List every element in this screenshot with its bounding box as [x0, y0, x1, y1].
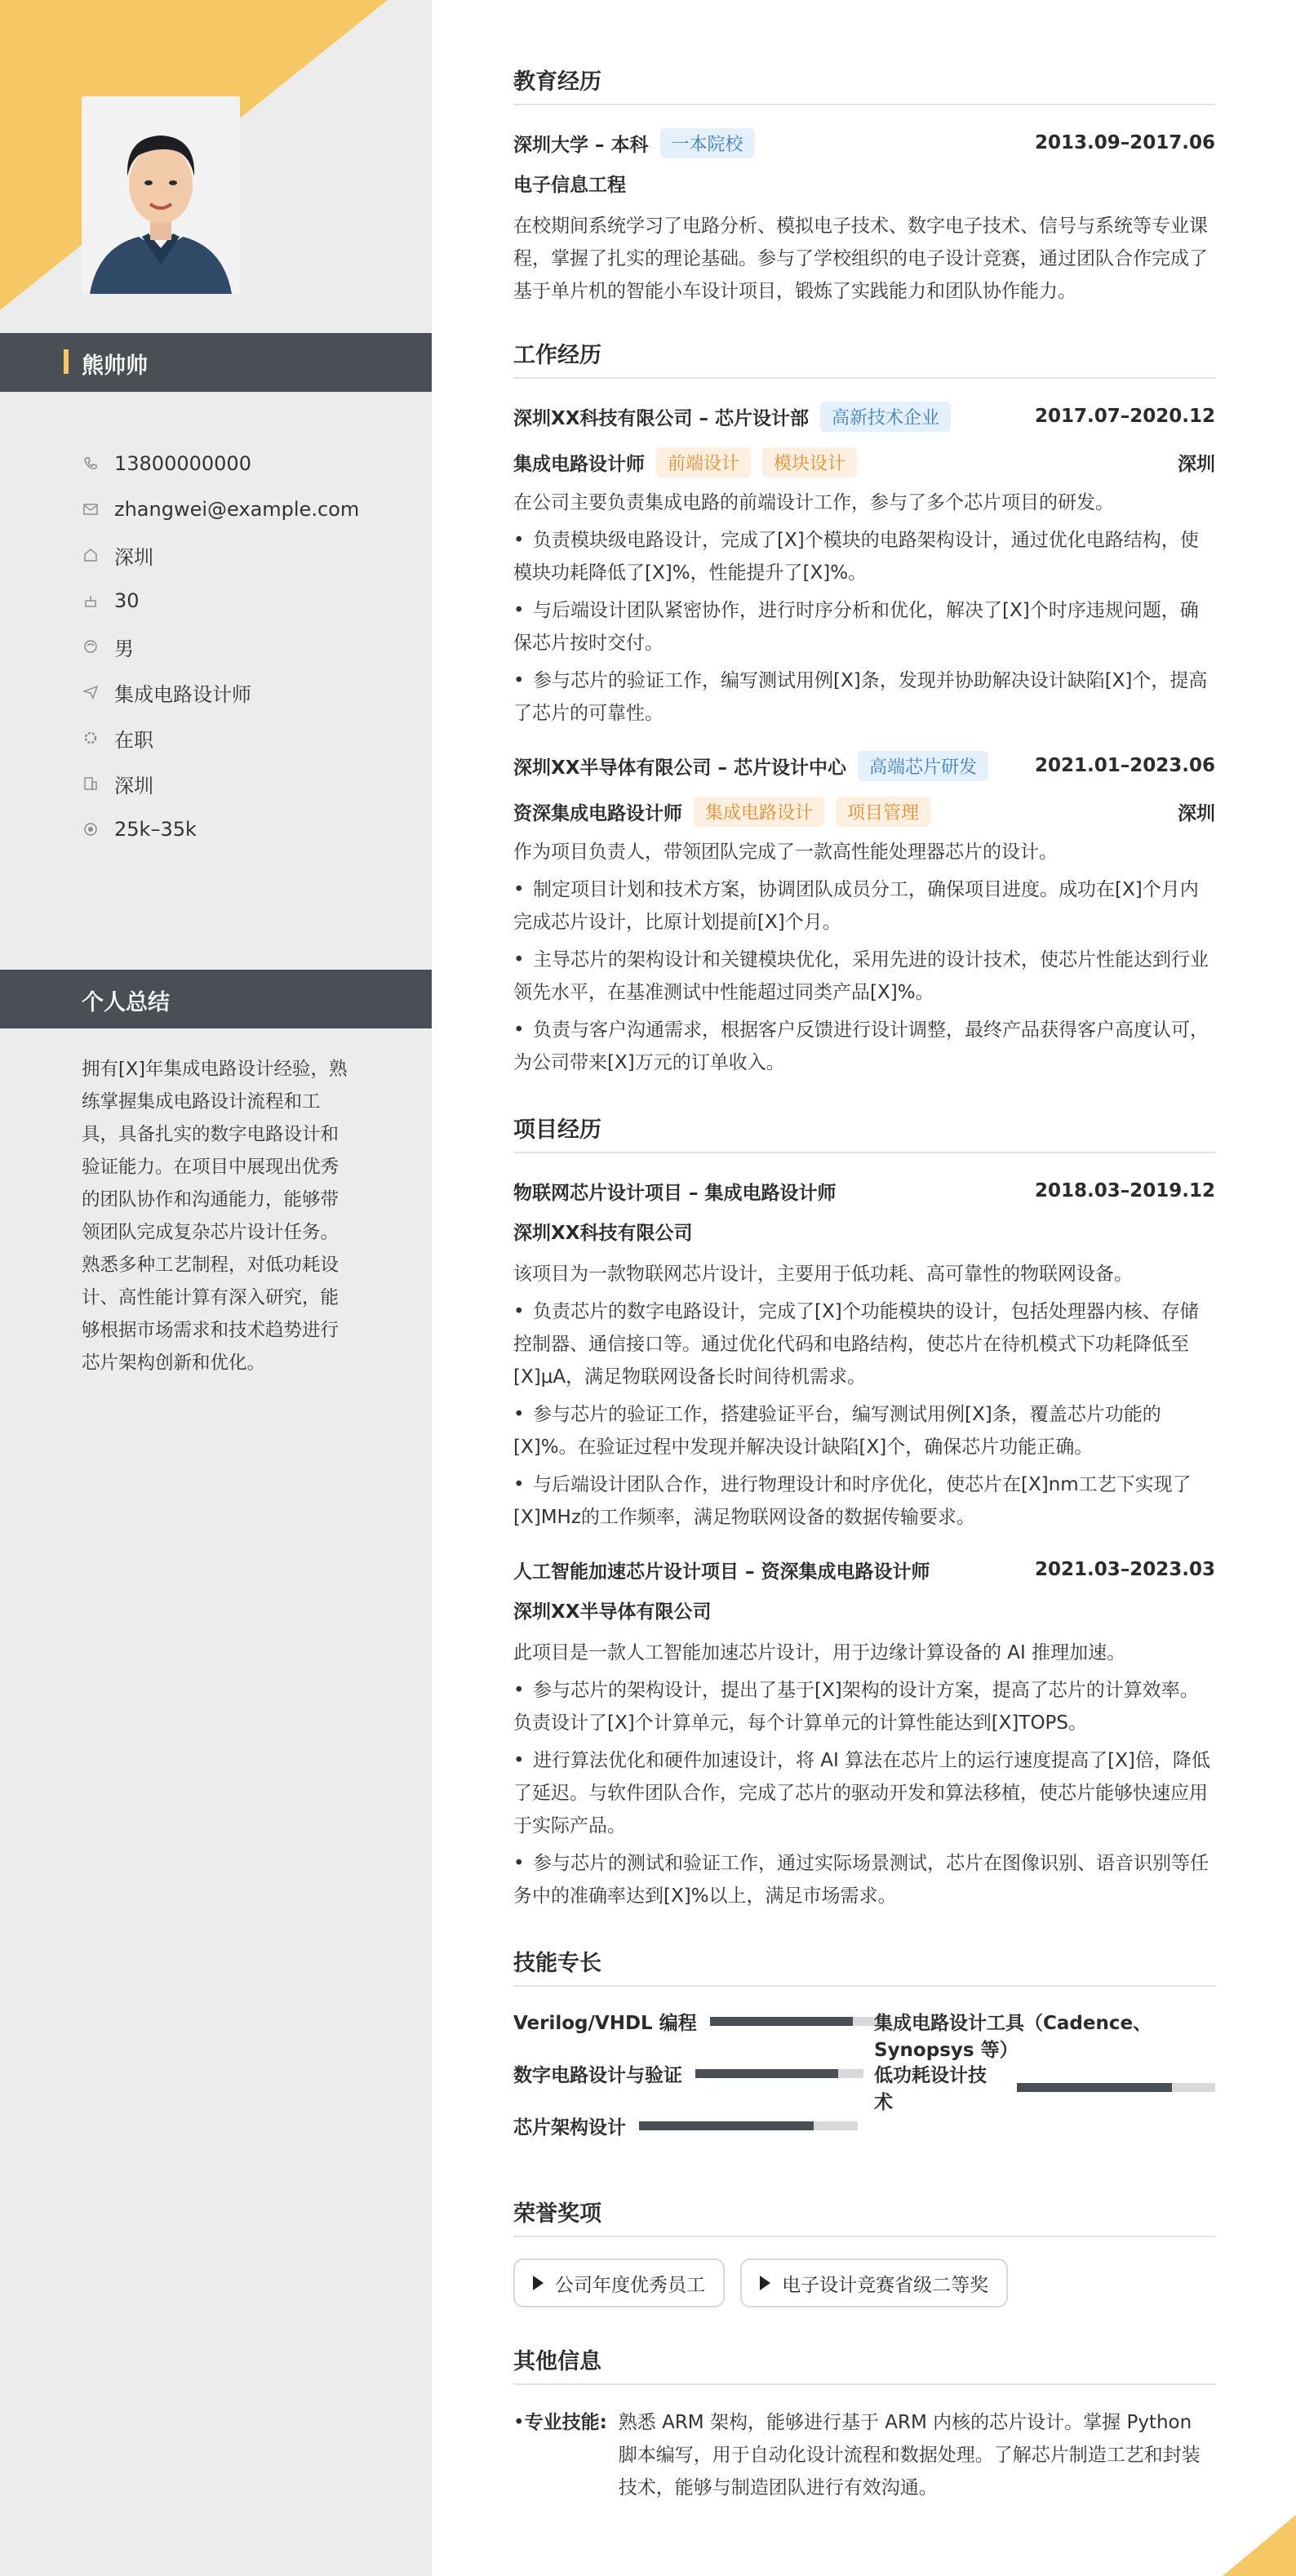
skill-bar	[710, 2017, 878, 2026]
list-item: • 主导芯片的架构设计和关键模块优化，采用先进的设计技术，使芯片性能达到行业领先水平，在基准测试中性能超过同类产品[X]%。	[513, 949, 1209, 1003]
summary-text: 拥有[X]年集成电路设计经验，熟练掌握集成电路设计流程和工具，具备扎实的数字电路设计和验证能力。在项目中展现出优秀的团队协作和沟通能力，能够带领团队完成复杂芯片设计任务。熟悉多种工艺制程，对低功耗设计、高性能计算有深入研究，能够根据市场需求和技术趋势进行芯片架构创新和优化。	[82, 1059, 348, 1374]
mail-icon	[82, 500, 100, 518]
company-tag: 高新技术企业	[820, 402, 951, 432]
work-date: 2017.07–2020.12	[1034, 406, 1215, 427]
skill-bar	[695, 2069, 863, 2078]
skills-title: 技能专长	[513, 1945, 1215, 1987]
contact-gender: 男	[82, 624, 424, 669]
contact-job: 集成电路设计师	[82, 669, 424, 715]
project-date: 2018.03–2019.12	[1034, 1180, 1215, 1201]
play-icon	[760, 2276, 770, 2290]
school-tag: 一本院校	[660, 128, 755, 158]
education-desc: 在校期间系统学习了电路分析、模拟电子技术、数字电子技术、信号与系统等专业课程，掌握了扎实的理论基础。参与了学校组织的电子设计竞赛，通过团队合作完成了基于单片机的智能小车设计项目，锻炼了实践能力和团队协作能力。	[513, 215, 1208, 302]
role-tag: 项目管理	[836, 797, 930, 827]
project-entry	[513, 1175, 1215, 1534]
contact-email: zhangwei@example.com	[82, 486, 424, 532]
list-item: • 与后端设计团队紧密协作，进行时序分析和优化，解决了[X]个时序违规问题，确保芯片按时交付。	[513, 600, 1199, 654]
role-tag: 集成电路设计	[694, 797, 824, 827]
education-entry	[513, 127, 1215, 308]
project-desc: 此项目是一款人工智能加速芯片设计，用于边缘计算设备的 AI 推理加速。	[513, 1642, 1126, 1663]
work-entry	[513, 749, 1215, 1079]
honors-title: 荣誉奖项	[513, 2196, 1215, 2237]
list-item: • 参与芯片的验证工作，编写测试用例[X]条，发现并协助解决设计缺陷[X]个，提高了芯片的可靠性。	[513, 670, 1208, 724]
education-date: 2013.09–2017.06	[1034, 132, 1215, 153]
contact-workplace: 深圳	[82, 761, 424, 806]
contact-city: 深圳	[82, 532, 424, 578]
work-desc: 在公司主要负责集成电路的前端设计工作，参与了多个芯片项目的研发。	[513, 492, 1114, 513]
company-name: 深圳XX半导体有限公司 – 芯片设计中心	[513, 757, 846, 779]
other-info: • 专业技能: 熟悉 ARM 架构，能够进行基于 ARM 内核的芯片设计。掌握 Python 脚本编写，用于自动化设计流程和数据处理。了解芯片制造工艺和封装技术，能够与制造团队进行有效沟通。	[513, 2406, 1215, 2504]
list-item: • 进行算法优化和硬件加速设计，将 AI 算法在芯片上的运行速度提高了[X]倍，降低了延迟。与软件团队合作，完成了芯片的驱动开发和算法移植，使芯片能够快速应用于实际产品。	[513, 1750, 1210, 1837]
major: 电子信息工程	[513, 175, 626, 196]
other-label: 专业技能:	[524, 2412, 607, 2433]
project-name: 物联网芯片设计项目 – 集成电路设计师	[513, 1182, 837, 1204]
sidebar	[0, 0, 432, 2576]
skills-grid	[513, 2008, 1215, 2179]
projects-title: 项目经历	[513, 1112, 1215, 1153]
project-company: 深圳XX半导体有限公司	[513, 1601, 712, 1623]
portrait-image	[82, 96, 240, 294]
other-text: 熟悉 ARM 架构，能够进行基于 ARM 内核的芯片设计。掌握 Python 脚本编写，用于自动化设计流程和数据处理。了解芯片制造工艺和封装技术，能够与制造团队进行有效沟通。	[618, 2412, 1201, 2498]
list-item: • 负责芯片的数字电路设计，完成了[X]个功能模块的设计，包括处理器内核、存储控制器、通信接口等。通过优化代码和电路结构，使芯片在待机模式下功耗降低至[X]μA，满足物联网设备长时间待机需求。	[513, 1301, 1199, 1388]
building-icon	[82, 775, 100, 793]
project-date: 2021.03–2023.03	[1034, 1559, 1215, 1580]
honors-list	[513, 2258, 1215, 2307]
other-title: 其他信息	[513, 2343, 1215, 2385]
skill-item: 芯片架构设计	[513, 2112, 858, 2139]
contact-list	[82, 441, 424, 852]
contact-salary: 25k–35k	[82, 806, 424, 852]
work-desc: 作为项目负责人，带领团队完成了一款高性能处理器芯片的设计。	[513, 842, 1058, 863]
profile-name: 熊帅帅	[82, 353, 148, 379]
work-date: 2021.01–2023.06	[1034, 755, 1215, 776]
job-role: 资深集成电路设计师	[513, 802, 682, 824]
name-bar	[0, 333, 432, 392]
education-title: 教育经历	[513, 64, 1215, 105]
list-item: • 负责与客户沟通需求，根据客户反馈进行设计调整，最终产品获得客户高度认可，为公司带来[X]万元的订单收入。	[513, 1019, 1209, 1073]
list-item: • 负责模块级电路设计，完成了[X]个模块的电路架构设计，通过优化电路结构，使模块功耗降低了[X]%，性能提升了[X]%。	[513, 530, 1199, 584]
skill-bar	[1017, 2083, 1215, 2092]
summary-title: 个人总结	[82, 990, 170, 1015]
contact-phone: 13800000000	[82, 441, 424, 486]
project-name: 人工智能加速芯片设计项目 – 资深集成电路设计师	[513, 1561, 930, 1583]
skill-item: Verilog/VHDL 编程	[513, 2008, 878, 2035]
work-title: 工作经历	[513, 337, 1215, 379]
skill-bar-fill	[710, 2017, 853, 2026]
contact-age: 30	[82, 578, 424, 624]
skill-item: 数字电路设计与验证	[513, 2060, 863, 2087]
play-icon	[533, 2276, 544, 2290]
skill-bar-fill	[639, 2121, 814, 2130]
company-name: 深圳XX科技有限公司 – 芯片设计部	[513, 407, 809, 429]
summary-bar	[0, 970, 432, 1028]
list-item: • 参与芯片的验证工作，搭建验证平台，编写测试用例[X]条，覆盖芯片功能的[X]%。在验证过程中发现并解决设计缺陷[X]个，确保芯片功能正确。	[513, 1404, 1161, 1458]
skill-item: 集成电路设计工具（Cadence、Synopsys 等）	[874, 2013, 1152, 2061]
list-item: • 参与芯片的架构设计，提出了基于[X]架构的设计方案，提高了芯片的计算效率。负责设计了[X]个计算单元，每个计算单元的计算性能达到[X]TOPS。	[513, 1680, 1199, 1734]
work-city: 深圳	[1178, 802, 1215, 824]
list-item: • 与后端设计团队合作，进行物理设计和时序优化，使芯片在[X]nm工艺下实现了[X]MHz的工作频率，满足物联网设备的数据传输要求。	[513, 1474, 1192, 1528]
salary-icon	[82, 820, 100, 838]
honor-badge: 公司年度优秀员工	[513, 2258, 725, 2307]
gender-icon	[82, 637, 100, 655]
skill-bar-fill	[695, 2069, 838, 2078]
home-icon	[82, 546, 100, 564]
work-entry	[513, 400, 1215, 730]
list-item: • 制定项目计划和技术方案，协调团队成员分工，确保项目进度。成功在[X]个月内完成芯片设计，比原计划提前[X]个月。	[513, 879, 1199, 933]
role-tag: 模块设计	[762, 447, 857, 477]
skill-item: 低功耗设计技术	[874, 2060, 1215, 2114]
company-tag: 高端芯片研发	[858, 751, 988, 781]
list-item: • 参与芯片的测试和验证工作，通过实际场景测试，芯片在图像识别、语音识别等任务中的准确率达到[X]%以上，满足市场需求。	[513, 1853, 1209, 1907]
school-name: 深圳大学 – 本科	[513, 134, 649, 156]
project-desc: 该项目为一款物联网芯片设计，主要用于低功耗、高可靠性的物联网设备。	[513, 1264, 1133, 1285]
phone-icon	[82, 455, 100, 473]
skill-bar-fill	[1017, 2083, 1172, 2092]
avatar	[82, 96, 240, 294]
main-content	[513, 64, 1215, 2504]
skill-bar	[639, 2121, 858, 2130]
project-company: 深圳XX科技有限公司	[513, 1223, 693, 1244]
name-accent	[64, 349, 69, 374]
job-role: 集成电路设计师	[513, 453, 645, 475]
work-city: 深圳	[1178, 453, 1215, 475]
project-entry	[513, 1553, 1215, 1912]
status-icon	[82, 729, 100, 747]
contact-status: 在职	[82, 715, 424, 761]
role-tag: 前端设计	[656, 447, 751, 477]
send-icon	[82, 683, 100, 701]
decorative-corner	[1223, 2515, 1296, 2576]
honor-badge: 电子设计竞赛省级二等奖	[740, 2258, 1008, 2307]
cake-icon	[82, 592, 100, 610]
